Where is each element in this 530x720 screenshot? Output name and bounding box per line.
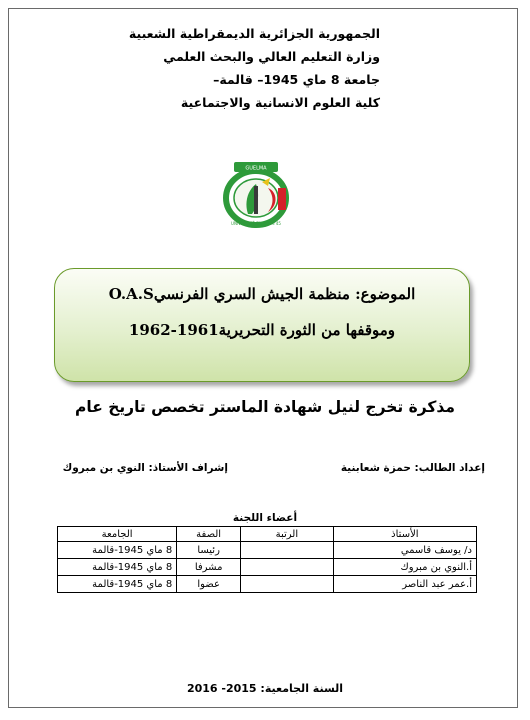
cell-professor: د/ يوسف قاسمي [333, 542, 476, 559]
title-box [54, 268, 470, 382]
cell-professor: أ.النوي بن مبروك [333, 559, 476, 576]
cell-rank [241, 559, 334, 576]
prepared-by: إعداد الطالب: حمزة شعابنية [340, 462, 485, 474]
cell-role: مشرفا [177, 559, 241, 576]
thesis-title-line1: الموضوع: منظمة الجيش السري الفرنسيO.A.S [108, 285, 416, 303]
table-row [58, 542, 477, 559]
cell-university: 8 ماي 1945-قالمة [58, 576, 177, 593]
cell-university: 8 ماي 1945-قالمة [58, 542, 177, 559]
header-university: جامعة 8 ماي 1945– قالمة– [213, 72, 380, 87]
table-header-row [58, 527, 477, 542]
logo-top-text: GUELMA [245, 165, 267, 172]
header-professor: الأستاذ [333, 527, 476, 542]
header-faculty: كلية العلوم الانسانية والاجتماعية [180, 95, 380, 110]
cell-university: 8 ماي 1945-قالمة [58, 559, 177, 576]
cell-rank [241, 576, 334, 593]
university-logo [216, 158, 296, 228]
header-republic: الجمهورية الجزائرية الديمقراطية الشعبية [128, 26, 380, 41]
cell-rank [241, 542, 334, 559]
header-university: الجامعة [58, 527, 177, 542]
header-rank: الرتبة [241, 527, 334, 542]
memo-description: مذكرة تخرج لنيل شهادة الماستر تخصص تاريخ عام [75, 398, 455, 416]
committee-table [57, 526, 477, 593]
cell-professor: أ.عمر عبد الناصر [333, 576, 476, 593]
supervisor: إشراف الأستاذ: النوي بن مبروك [62, 462, 228, 474]
table-row [58, 559, 477, 576]
thesis-title-line2: وموقفها من الثورة التحريرية1961-1962 [128, 321, 396, 339]
university-seal-icon [216, 158, 296, 228]
committee-title: أعضاء اللجنة [232, 512, 298, 524]
header-role: الصفة [177, 527, 241, 542]
cell-role: رئيسا [177, 542, 241, 559]
cell-role: عضوا [177, 576, 241, 593]
logo-bottom-text: UNIVERSITÉ DU 8 MAI 45 [231, 221, 281, 226]
table-row [58, 576, 477, 593]
header-block [50, 22, 380, 114]
header-ministry: وزارة التعليم العالي والبحث العلمي [163, 49, 380, 64]
academic-year: السنة الجامعية: 2015- 2016 [186, 682, 344, 695]
